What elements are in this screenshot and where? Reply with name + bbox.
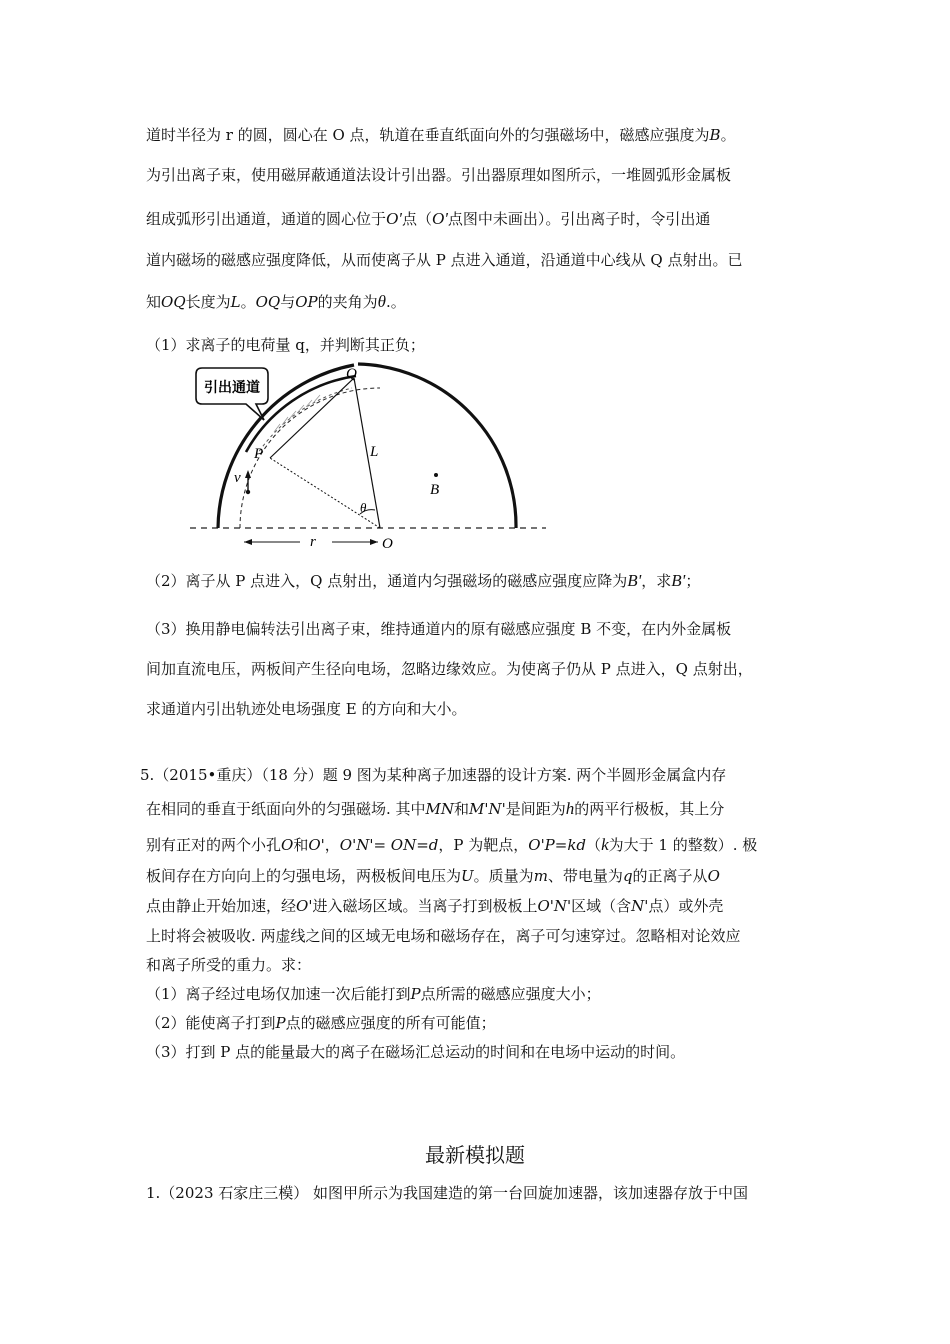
callout-label: 引出通道 xyxy=(204,380,260,396)
label-r: r xyxy=(310,534,316,550)
ion-dot xyxy=(246,490,250,494)
p5-line-5: 点由静止开始加速，经O'进入磁场区域。当离子打到极板上O'N'区域（含N'点）或外壳 xyxy=(146,897,724,915)
p5-question-3: （3）打到 P 点的能量最大的离子在磁场汇总运动的时间和在电场中运动的时间。 xyxy=(146,1043,686,1061)
p5-line-1: 5.（2015•重庆）（18 分）题 9 图为某种离子加速器的设计方案. 两个半圆形金属盒内存 xyxy=(140,766,727,784)
p4-question-3-line-1: （3）换用静电偏转法引出离子束，维持通道内的原有磁感应强度 B 不变，在内外金属板 xyxy=(146,620,732,638)
p5-line-6: 上时将会被吸收. 两虚线之间的区域无电场和磁场存在，离子可匀速穿过。忽略相对论效应 xyxy=(146,927,741,945)
label-v: v xyxy=(234,470,241,486)
p4-line-5: 知OQ长度为L。OQ与OP的夹角为θ.。 xyxy=(146,292,406,311)
p4-question-2: （2）离子从 P 点进入，Q 点射出，通道内匀强磁场的磁感应强度应降为B'，求B'； xyxy=(146,571,701,590)
p4-line-2: 为引出离子束，使用磁屏蔽通道法设计引出器。引出器原理如图所示，一堆圆弧形金属板 xyxy=(146,166,732,184)
p5-question-1: （1）离子经过电场仅加速一次后能打到P点所需的磁感应强度大小； xyxy=(146,985,601,1003)
field-dot xyxy=(434,473,438,477)
label-Q: Q xyxy=(346,366,357,382)
channel-centerline xyxy=(256,388,352,456)
p5-question-2: （2）能使离子打到P点的磁感应强度的所有可能值； xyxy=(146,1014,496,1032)
extraction-channel-diagram xyxy=(186,362,566,554)
p4-line-1: 道时半径为 r 的圆，圆心在 O 点，轨道在垂直纸面向外的匀强磁场中，磁感应强度为B。 xyxy=(146,126,736,144)
p4-question-3-line-2: 间加直流电压，两板间产生径向电场，忽略边缘效应。为使离子仍从 P 点进入，Q 点射出， xyxy=(146,660,753,678)
section-item-1: 1.（2023 石家庄三模） 如图甲所示为我国建造的第一台回旋加速器，该加速器存放于中国 xyxy=(146,1184,749,1202)
p5-line-7: 和离子所受的重力。求： xyxy=(146,956,312,974)
label-L: L xyxy=(370,444,379,460)
outer-arc-right xyxy=(358,364,516,528)
label-B: B xyxy=(430,482,440,498)
p5-line-2: 在相同的垂直于纸面向外的匀强磁场. 其中MN和M'N'是间距为h的两平行极板，其上分 xyxy=(146,799,725,818)
p4-line-3: 组成弧形引出通道，通道的圆心位于O'点（O'点图中未画出）。引出离子时，令引出通 xyxy=(146,209,711,228)
p4-question-1: （1）求离子的电荷量 q，并判断其正负； xyxy=(146,336,425,354)
r-arrow-right xyxy=(370,539,378,545)
p5-line-4: 板间存在方向向上的匀强电场，两极板间电压为U。质量为m、带电量为q的正离子从O xyxy=(146,867,720,885)
section-heading: 最新模拟题 xyxy=(425,1143,525,1167)
label-theta: θ xyxy=(360,500,367,515)
label-P: P xyxy=(254,446,264,462)
line-OP xyxy=(270,458,380,528)
p4-line-4: 道内磁场的磁感应强度降低，从而使离子从 P 点进入通道，沿通道中心线从 Q 点射出。已 xyxy=(146,251,743,269)
r-arrow-left xyxy=(244,539,252,545)
p5-line-3: 别有正对的两个小孔O和O'，O'N'= ON=d，P 为靶点，O'P=kd（k为大于 1 的整数）. 极 xyxy=(146,835,758,854)
p4-question-3-line-3: 求通道内引出轨迹处电场强度 E 的方向和大小。 xyxy=(146,700,467,718)
label-O: O xyxy=(382,536,393,552)
